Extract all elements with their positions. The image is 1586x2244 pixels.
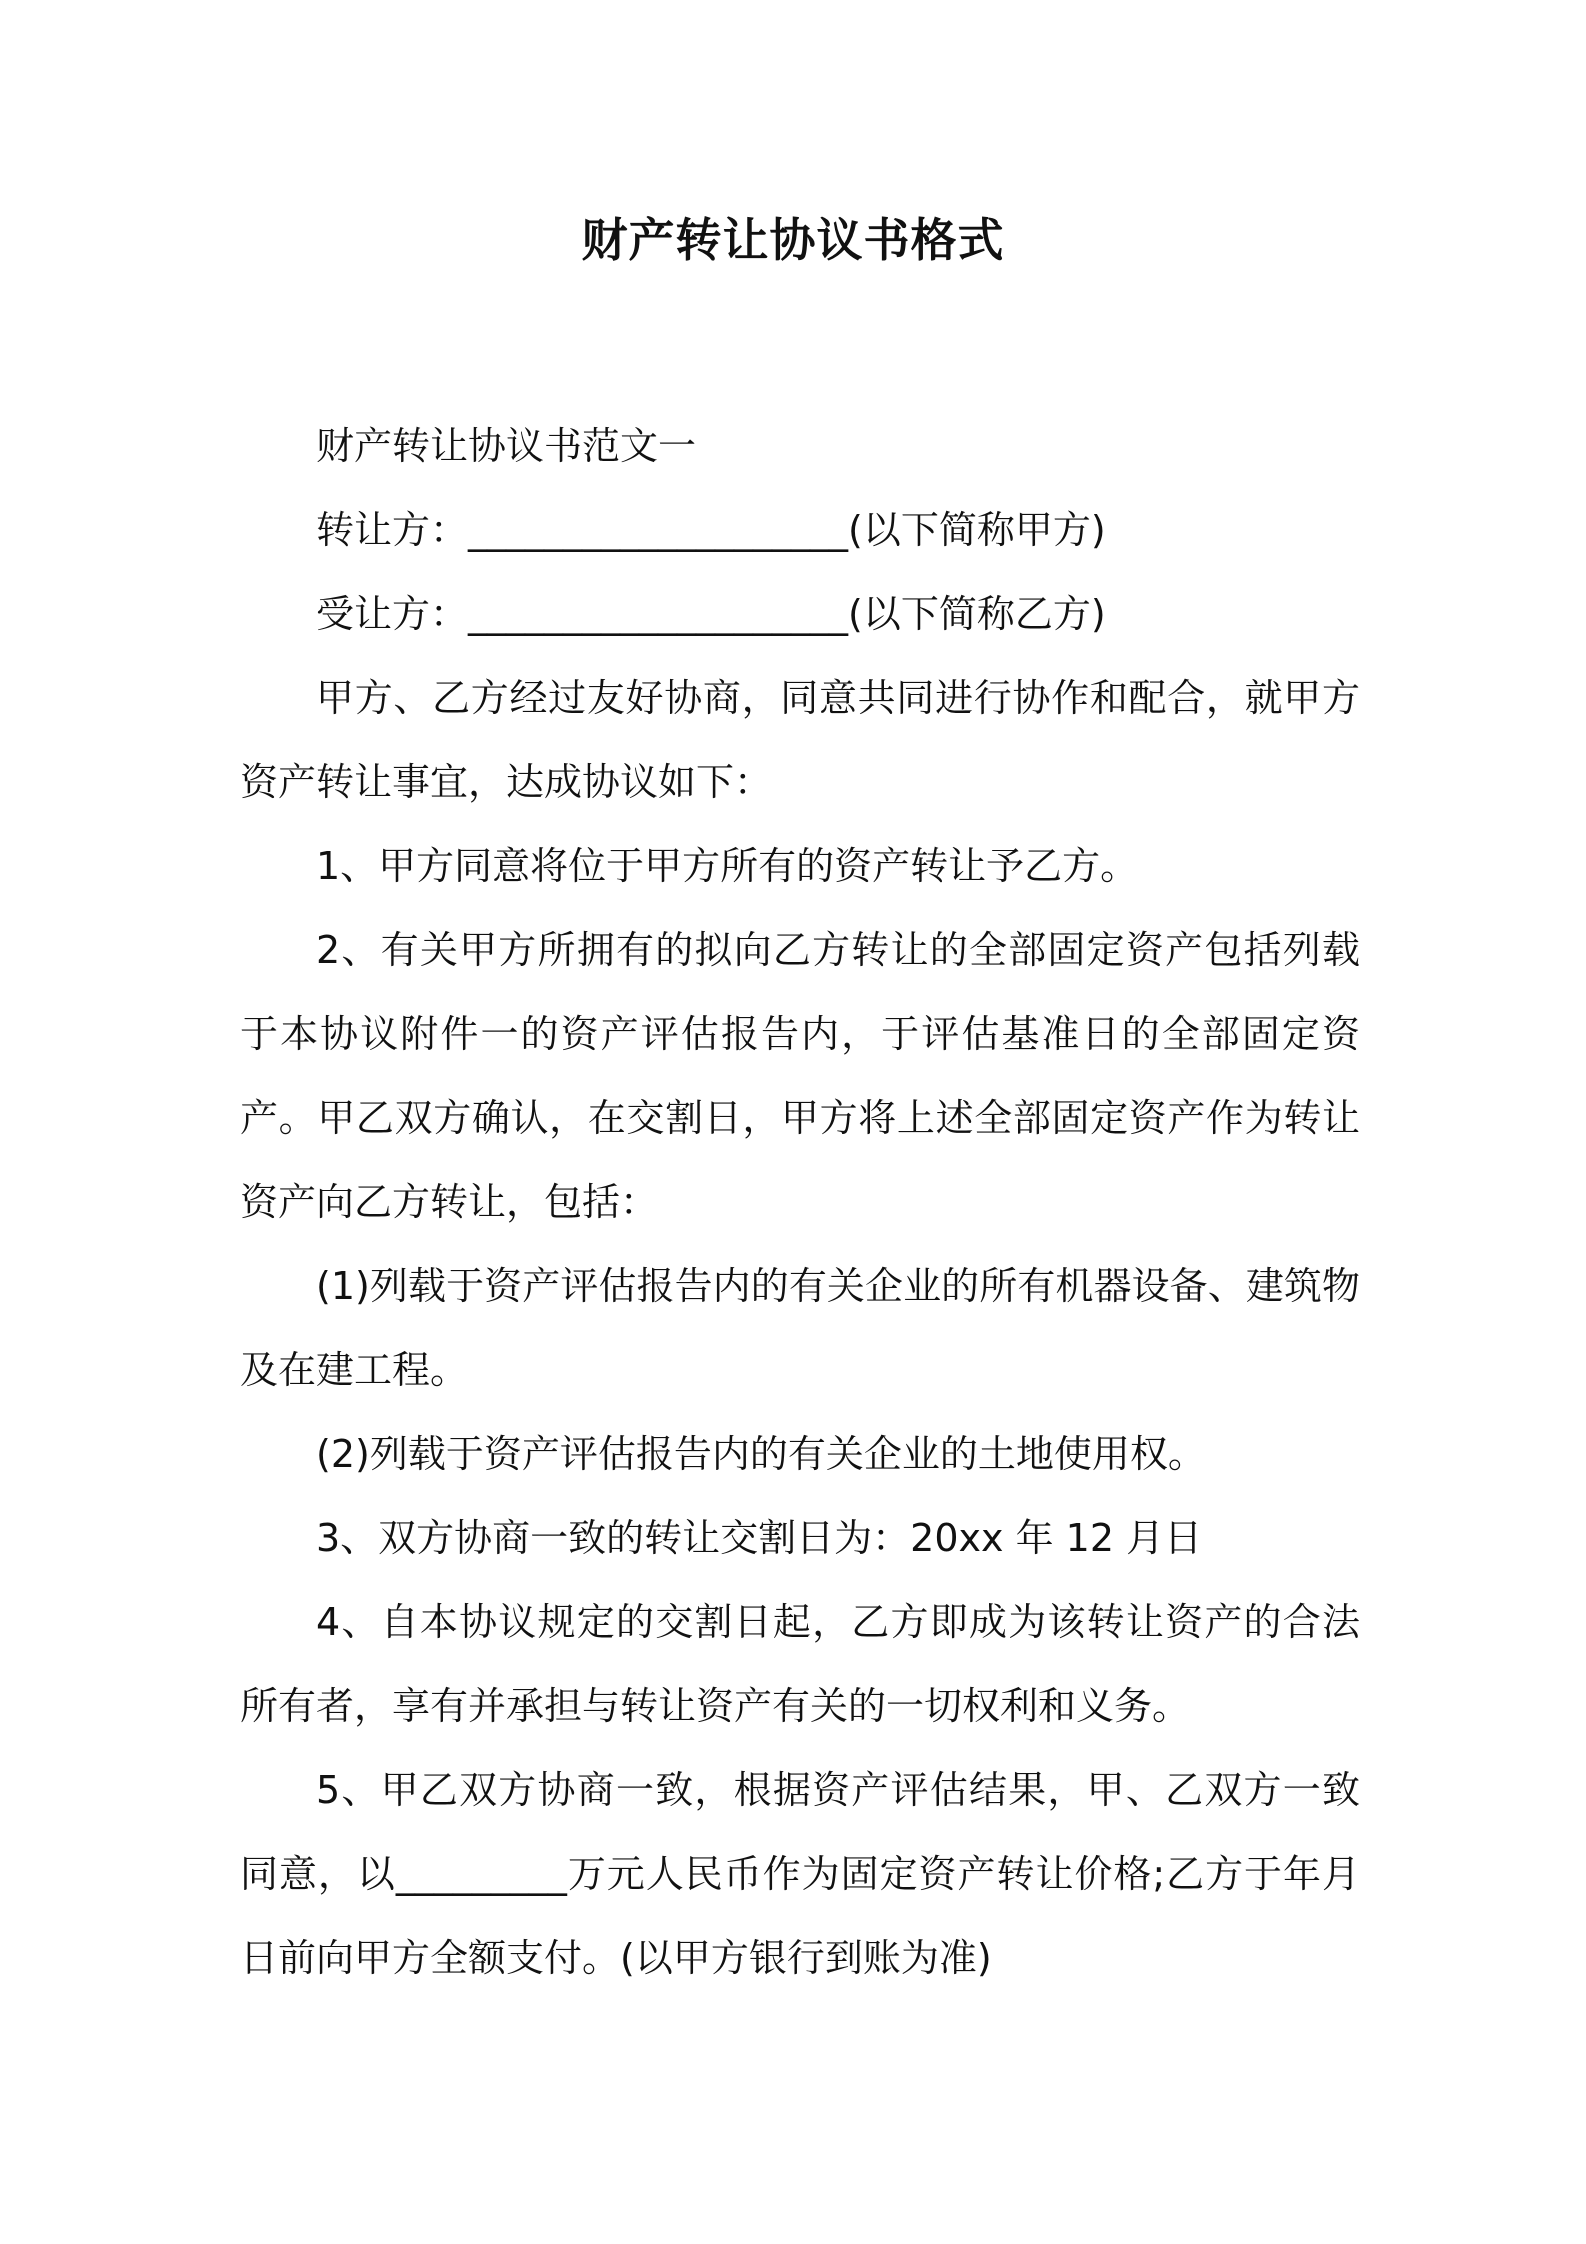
paragraph-clause-2-item-2: (2)列载于资产评估报告内的有关企业的土地使用权。 (316, 1432, 1206, 1476)
paragraph-clause-2-item-1: (1)列载于资产评估报告内的有关企业的所有机器设备、建筑物及在建工程。 (240, 1264, 1360, 1392)
paragraph-clause-5: 5、甲乙双方协商一致，根据资产评估结果，甲、乙双方一致同意，以_________万元人民币作为固定资产转让价格;乙方于年月日前向甲方全额支付。(以甲方银行到账为准) (240, 1768, 1360, 1980)
paragraph-transferor: 转让方：____________________(以下简称甲方) (316, 508, 1106, 552)
paragraph-heading: 财产转让协议书范文一 (316, 424, 697, 468)
document-title: 财产转让协议书格式 (581, 213, 1005, 267)
paragraph-transferee: 受让方：____________________(以下简称乙方) (316, 592, 1106, 636)
paragraph-intro: 甲方、乙方经过友好协商，同意共同进行协作和配合，就甲方资产转让事宜，达成协议如下： (240, 676, 1360, 804)
paragraph-clause-2: 2、有关甲方所拥有的拟向乙方转让的全部固定资产包括列载于本协议附件一的资产评估报告内，于评估基准日的全部固定资产。甲乙双方确认，在交割日，甲方将上述全部固定资产作为转让资产向乙方转让，包括： (240, 928, 1360, 1224)
paragraph-clause-1: 1、甲方同意将位于甲方所有的资产转让予乙方。 (316, 844, 1139, 888)
paragraph-clause-4: 4、自本协议规定的交割日起，乙方即成为该转让资产的合法所有者，享有并承担与转让资产有关的一切权利和义务。 (240, 1600, 1360, 1728)
document-body (240, 404, 1360, 2000)
paragraph-clause-3: 3、双方协商一致的转让交割日为：20xx 年 12 月日 (316, 1516, 1203, 1560)
